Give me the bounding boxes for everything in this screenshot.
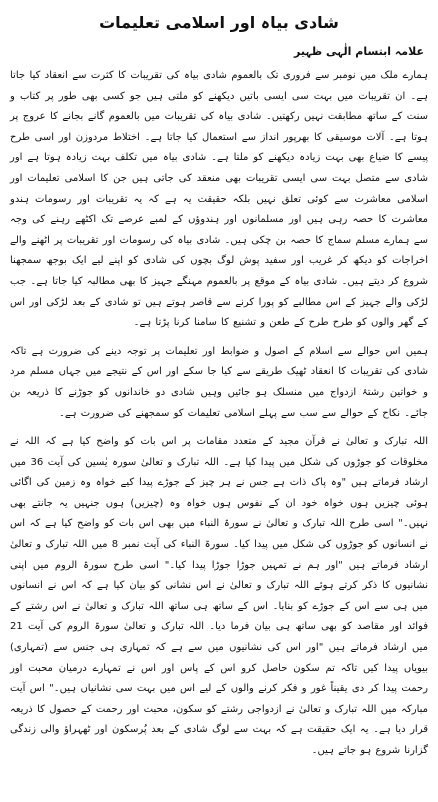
article-author: علامہ ابتسام الٰہی ظہیر xyxy=(293,45,424,58)
article-title: شادی بیاہ اور اسلامی تعلیمات xyxy=(99,13,339,32)
paragraph-gap xyxy=(10,334,428,342)
article-paragraph-3: اللہ تبارک و تعالیٰ نے قرآن مجید کے متعدد مقامات پر اس بات کو واضح کیا ہے کہ اللہ نے مخلوقات کو جوڑوں کی شکل میں پیدا کیا ہے۔ اللہ تبارک و تعالیٰ سورہ یٰسین کی آیت 36 میں ارشاد فرماتے ہیں "وہ پاک ذات ہے جس نے ہر چیز کے جوڑے پیدا کیے خواہ وہ زمین کی اگائی ہوئی چیزیں ہوں خواہ خود ان کے نفوس ہوں خواہ وہ (چیزیں) ہوں جنہیں یہ جانتے بھی نہیں۔" اسی طرح اللہ تبارک و تعالیٰ نے سورۃ النباء میں بھی اس بات کو واضح کیا ہے کہ اس نے انسانوں کو جوڑوں کی شکل میں پیدا کیا۔ سورۃ النباء کی آیت نمبر 8 میں اللہ تبارک و تعالیٰ ارشاد فرماتے ہیں "اور ہم نے تمہیں جوڑا جوڑا پیدا کیا۔" اسی طرح سورۃ الروم میں اپنی نشانیوں کا ذکر کرتے ہوئے اللہ تبارک و تعالیٰ نے اس نشانی کو بیان کیا ہے کہ اس نے انسانوں میں ہی سے اس کے جوڑے کو بنایا۔ اس کے ساتھ ہی ساتھ اللہ تبارک و تعالیٰ نے اس رشتے کے فوائد اور مقاصد کو بھی ساتھ ہی بیان فرما دیا۔ اللہ تبارک و تعالیٰ سورۃ الروم کی آیت 21 میں ارشاد فرماتے ہیں "اور اس کی نشانیوں میں سے ہے کہ تمہاری ہی جنس سے (تمہاری) بیویاں پیدا کیں تاکہ تم سکون حاصل کرو اس کے پاس اور اس نے تمہارے درمیان محبت اور رحمت پیدا کر دی یقیناً غور و فکر کرنے والوں کے لیے اس میں بہت سی نشانیاں ہیں۔" اس آیت مبارکہ میں اللہ تبارک و تعالیٰ نے ازدواجی رشتے کو سکون، محبت اور رحمت کے حصول کا ذریعہ قرار دیا ہے۔ یہ ایک حقیقت ہے کہ بہت سے لوگ شادی کے بعد پُرسکون اور ٹھہراؤ والی زندگی گزارنا شروع ہو جاتے ہیں۔ xyxy=(10,436,429,756)
article-paragraph-2: ہمیں اس حوالے سے اسلام کے اصول و ضوابط اور تعلیمات پر توجہ دینے کی ضرورت ہے تاکہ شادی کی تقریبات کا انعقاد ٹھیک طریقے سے کیا جا سکے اور اس کے نتیجے میں جہاں مسلم مرد و خواتین رشتۂ ازدواج میں منسلک ہو جائیں وہیں شادی دو خاندانوں کو جوڑنے کا ذریعہ بن جائے۔ نکاح کے حوالے سے سب سے پہلے اسلامی تعلیمات کو سمجھنے کی ضرورت ہے۔ xyxy=(10,345,428,419)
paragraph-gap xyxy=(10,424,428,432)
article-paragraph-1: ہمارے ملک میں نومبر سے فروری تک بالعموم شادی بیاہ کی تقریبات کا کثرت سے انعقاد کیا جاتا ہے۔ ان تقریبات میں بہت سی ایسی باتیں دیکھنے کو ملتی ہیں جو کسی بھی طور پر کتاب و سنت کے ساتھ مطابقت نہیں رکھتیں۔ شادی بیاہ کی تقریبات میں بالعموم گانے بجانے کا عروج پر ہوتا ہے۔ آلات موسیقی کا بھرپور انداز سے استعمال کیا جاتا ہے۔ اختلاط مردوزن اور اسی طرح پیسے کا ضیاع بھی بہت زیادہ دیکھنے کو ملتا ہے۔ شادی بیاہ میں تکلف بہت زیادہ ہوتا ہے اور شادی سے متصل بہت سی ایسی تقریبات بھی منعقد کی جاتی ہیں جن کا اسلامی تعلیمات اور اسلامی معاشرت سے کوئی تعلق نہیں بلکہ حقیقت یہ ہے کہ یہ تقریبات اور رسومات ہندو معاشرت کا حصہ رہی ہیں اور مسلمانوں اور ہندوؤں کے لمبے عرصے تک اکٹھے رہنے کی وجہ سے ہمارے مسلم سماج کا حصہ بن چکی ہیں۔ شادی بیاہ کی رسومات اور تقریبات پر اٹھنے والے اخراجات کو دیکھ کر غریب اور سفید پوش لوگ بچوں کی شادی کو اپنے لیے ایک بوجھ سمجھنا شروع کر دیتے ہیں۔ شادی بیاہ کے موقع پر بالعموم مہنگے جہیز کا بھی مطالبہ کیا جاتا ہے۔ جب لڑکی والے جہیز کے اس مطالبے کو پورا کرنے سے قاصر ہوتے ہیں تو شادی کے بعد لڑکی اور اس کے گھر والوں کو طرح طرح کے طعن و تشنیع کا سامنا کرنا پڑتا ہے۔ xyxy=(10,70,428,329)
